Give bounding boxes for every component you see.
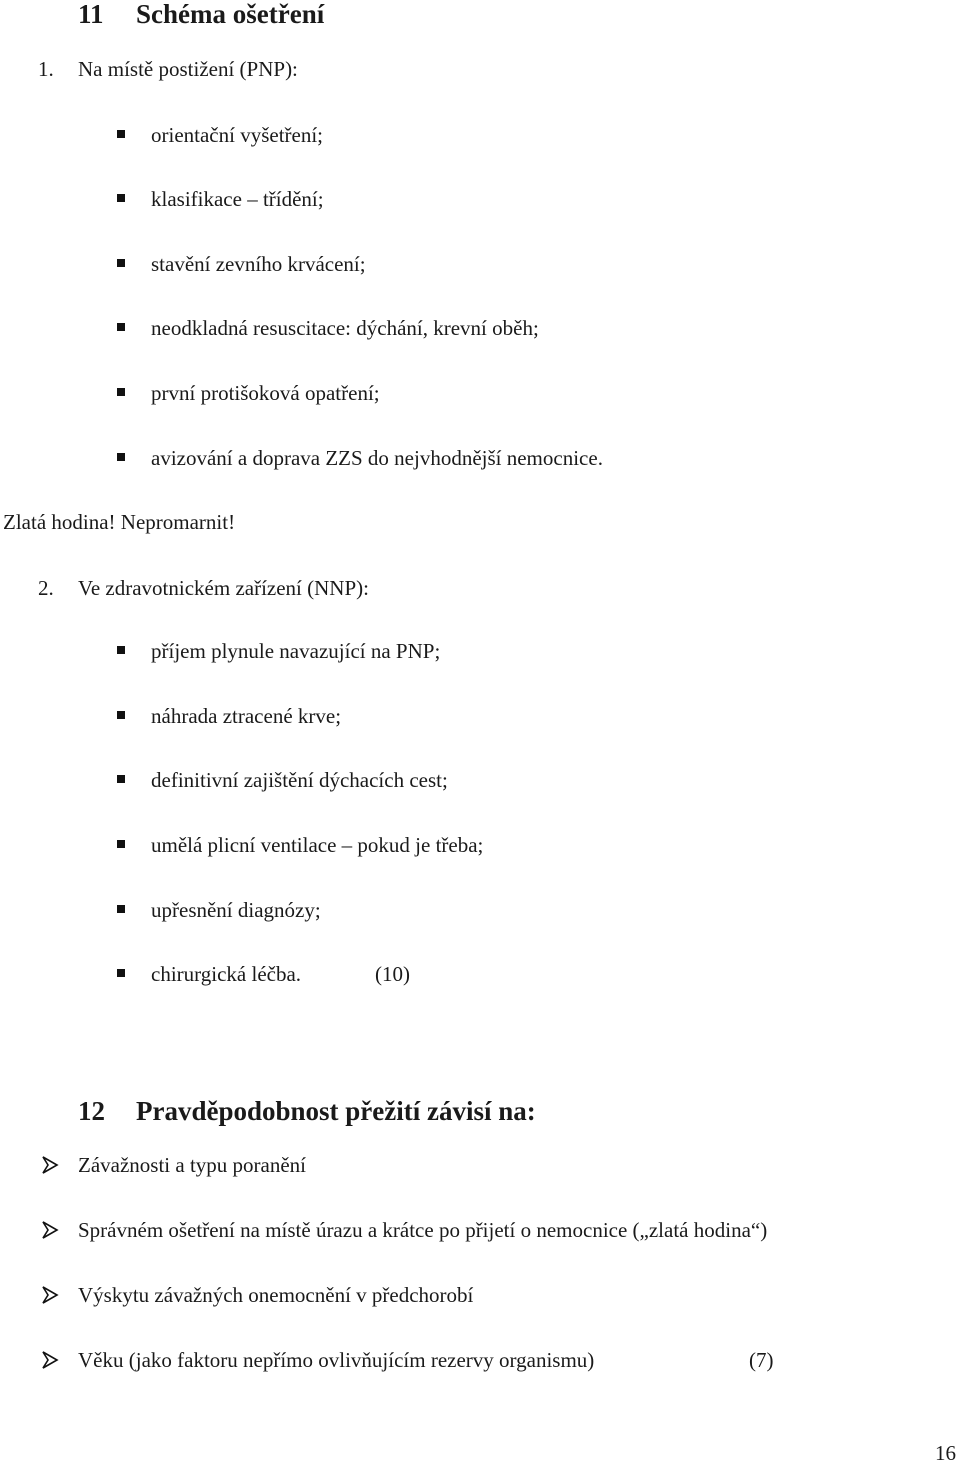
square-bullet-icon bbox=[117, 388, 125, 396]
list-item: avizování a doprava ZZS do nejvhodnější nemocnice. bbox=[151, 446, 603, 470]
arrow-bullet-icon bbox=[40, 1155, 60, 1175]
list-item: orientační vyšetření; bbox=[151, 123, 324, 147]
reference-citation: (10) bbox=[375, 962, 410, 986]
numbered-item-2 bbox=[38, 576, 369, 600]
list-item: chirurgická léčba. bbox=[151, 962, 302, 986]
list-item: Výskytu závažných onemocnění v předchorobí bbox=[78, 1283, 474, 1307]
item-number: 1. bbox=[38, 57, 54, 81]
item-label: Na místě postižení (PNP): bbox=[78, 57, 298, 81]
square-bullet-icon bbox=[117, 130, 125, 138]
list-item: náhrada ztracené krve; bbox=[151, 704, 342, 728]
arrow-bullet-icon bbox=[40, 1350, 60, 1370]
square-bullet-icon bbox=[117, 453, 125, 461]
square-bullet-icon bbox=[117, 969, 125, 977]
section-number: 12 bbox=[78, 1096, 105, 1126]
list-item: neodkladná resuscitace: dýchání, krevní oběh; bbox=[151, 316, 539, 340]
list-item: Věku (jako faktoru nepřímo ovlivňujícím rezervy organismu) bbox=[78, 1348, 595, 1372]
item-label: Ve zdravotnickém zařízení (NNP): bbox=[78, 576, 369, 600]
list-item: první protišoková opatření; bbox=[151, 381, 380, 405]
list-item: Závažnosti a typu poranění bbox=[78, 1153, 307, 1177]
list-item: stavění zevního krvácení; bbox=[151, 252, 366, 276]
section-title: Schéma ošetření bbox=[136, 0, 325, 29]
arrow-bullet-icon bbox=[40, 1220, 60, 1240]
list-item: upřesnění diagnózy; bbox=[151, 898, 321, 922]
item-number: 2. bbox=[38, 576, 54, 600]
list-item: definitivní zajištění dýchacích cest; bbox=[151, 768, 448, 792]
square-bullet-icon bbox=[117, 259, 125, 267]
arrow-bullet-icon bbox=[40, 1285, 60, 1305]
square-bullet-icon bbox=[117, 840, 125, 848]
golden-hour-note: Zlatá hodina! Nepromarnit! bbox=[3, 510, 236, 534]
section-number: 11 bbox=[78, 0, 104, 29]
list-item: Správném ošetření na místě úrazu a krátce po přijetí o nemocnice („zlatá hodina“) bbox=[78, 1218, 768, 1242]
numbered-item-1 bbox=[38, 57, 298, 81]
reference-citation: (7) bbox=[749, 1348, 774, 1372]
square-bullet-icon bbox=[117, 711, 125, 719]
list-item: umělá plicní ventilace – pokud je třeba; bbox=[151, 833, 484, 857]
list-item: příjem plynule navazující na PNP; bbox=[151, 639, 441, 663]
square-bullet-icon bbox=[117, 905, 125, 913]
page-number: 16 bbox=[935, 1441, 956, 1465]
list-item: klasifikace – třídění; bbox=[151, 187, 324, 211]
square-bullet-icon bbox=[117, 323, 125, 331]
square-bullet-icon bbox=[117, 194, 125, 202]
square-bullet-icon bbox=[117, 646, 125, 654]
section-title: Pravděpodobnost přežití závisí na: bbox=[136, 1096, 536, 1126]
section-heading-12 bbox=[78, 1097, 536, 1125]
section-heading-11 bbox=[78, 0, 324, 28]
square-bullet-icon bbox=[117, 775, 125, 783]
